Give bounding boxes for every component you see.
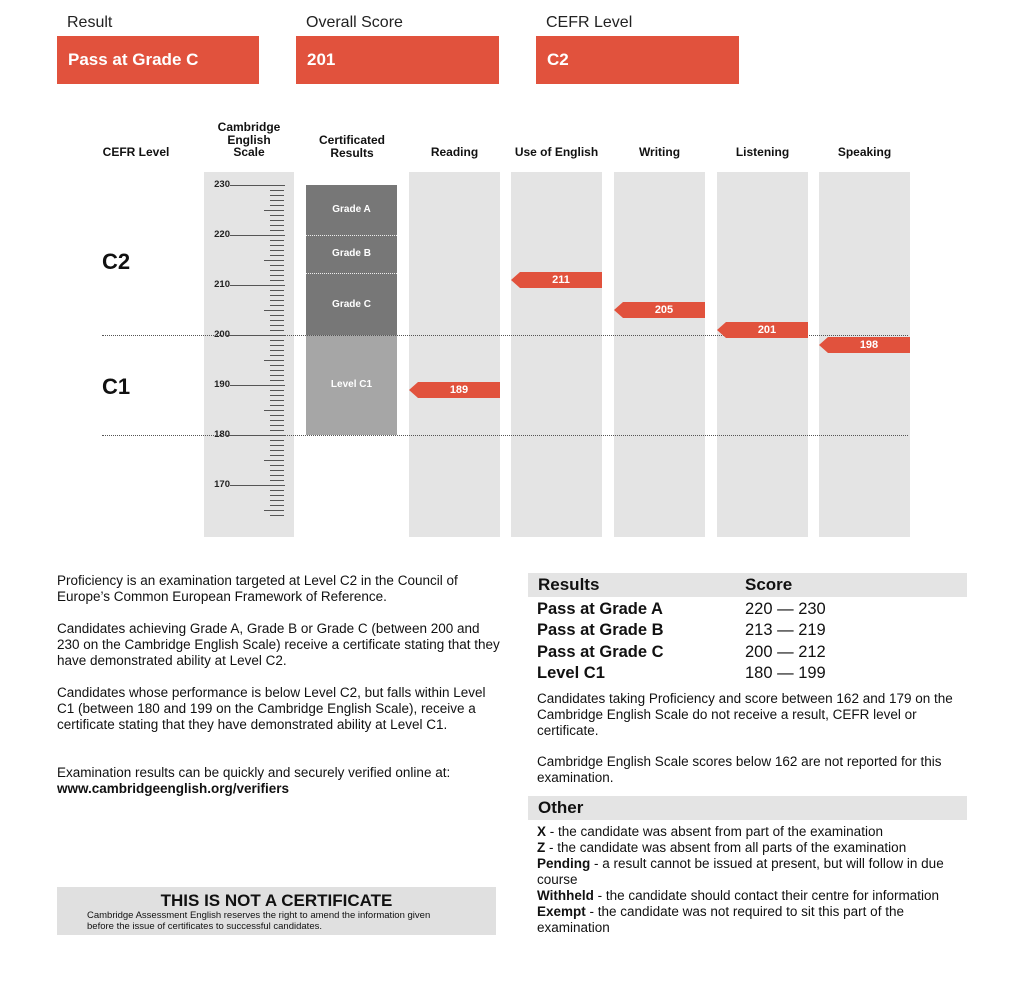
results-row-label: Pass at Grade B: [537, 621, 664, 640]
minor-tick: [270, 215, 284, 216]
minor-tick: [270, 315, 284, 316]
scale-tick-label: 190: [214, 379, 230, 390]
cefr-boundary-line: [102, 435, 908, 436]
score-marker-arrow: [511, 272, 520, 288]
other-item-key: Withheld: [537, 888, 594, 903]
minor-tick: [270, 240, 284, 241]
cefr-level-label-c2: C2: [102, 249, 131, 274]
minor-tick: [270, 415, 284, 416]
verify-paragraph: Examination results can be quickly and securely verified online at:: [57, 765, 451, 780]
scale-tick-label: 180: [214, 429, 230, 440]
minor-tick: [270, 400, 284, 401]
minor-tick: [270, 470, 284, 471]
minor-tick: [270, 505, 284, 506]
certificated-segment: Grade A: [306, 185, 397, 235]
minor-tick: [270, 365, 284, 366]
minor-tick: [264, 260, 284, 261]
results-col-header: Results: [538, 575, 600, 594]
other-item-text: - the candidate was absent from part of the examination: [546, 824, 883, 839]
verify-link[interactable]: www.cambridgeenglish.org/verifiers: [57, 781, 290, 796]
minor-tick: [270, 395, 284, 396]
minor-tick: [270, 405, 284, 406]
results-row-score: 200 — 212: [745, 642, 826, 661]
other-item-text: - the candidate was not required to sit this part of the examination: [537, 904, 904, 935]
minor-tick: [270, 230, 284, 231]
minor-tick: [264, 210, 284, 211]
other-item: [537, 904, 967, 936]
minor-tick: [270, 195, 284, 196]
minor-tick: [270, 500, 284, 501]
c2-paragraph: Candidates achieving Grade A, Grade B or Grade C (between 200 and 230 on the Cambridge English Scale) receive a certificate stating that they have demonstrated ability at Level C2.: [57, 621, 500, 668]
minor-tick: [270, 305, 284, 306]
minor-tick: [270, 330, 284, 331]
other-item-key: Z: [537, 840, 546, 855]
minor-tick: [270, 475, 284, 476]
results-row-score: 180 — 199: [745, 663, 826, 682]
scale-tick-label: 170: [214, 479, 230, 490]
score-marker-arrow: [409, 382, 418, 398]
minor-tick: [270, 425, 284, 426]
score-col-header: Score: [745, 575, 793, 594]
minor-tick: [270, 320, 284, 321]
score-marker-arrow: [819, 337, 828, 353]
other-item-text: - the candidate should contact their centre for information: [593, 888, 940, 903]
header-cert-line1: Certificated: [318, 133, 386, 147]
minor-tick: [270, 495, 284, 496]
minor-tick: [270, 370, 284, 371]
minor-tick: [270, 440, 284, 441]
minor-tick: [270, 350, 284, 351]
other-item-text: - the candidate was absent from all parts of the examination: [545, 840, 907, 855]
cefr-level-label: CEFR Level: [546, 14, 633, 31]
minor-tick: [270, 190, 284, 191]
results-note-2: Cambridge English Scale scores below 162 are not reported for this examination.: [537, 754, 942, 785]
header-skill-reading: Reading: [430, 145, 479, 159]
minor-tick: [270, 220, 284, 221]
certificated-segment: Grade C: [306, 273, 397, 336]
other-item: [537, 856, 967, 888]
minor-tick: [270, 420, 284, 421]
minor-tick: [270, 275, 284, 276]
results-row-score: 213 — 219: [745, 621, 826, 640]
minor-tick: [270, 200, 284, 201]
results-table-header: [528, 573, 967, 597]
major-tick: [230, 185, 285, 186]
results-row-label: Level C1: [537, 663, 605, 682]
minor-tick: [270, 300, 284, 301]
results-row-label: Pass at Grade C: [537, 642, 664, 661]
grade-divider: [306, 235, 397, 236]
other-title: Other: [538, 798, 584, 817]
minor-tick: [264, 460, 284, 461]
minor-tick: [270, 380, 284, 381]
minor-tick: [264, 360, 284, 361]
score-marker: 189: [418, 382, 500, 398]
minor-tick: [270, 450, 284, 451]
minor-tick: [270, 340, 284, 341]
scale-tick-label: 200: [214, 329, 230, 340]
minor-tick: [264, 510, 284, 511]
major-tick: [230, 235, 285, 236]
score-marker-arrow: [717, 322, 726, 338]
other-item-key: Pending: [537, 856, 591, 871]
minor-tick: [270, 445, 284, 446]
certificated-segment: Level C1: [306, 335, 397, 435]
intro-paragraph: Proficiency is an examination targeted at Level C2 in the Council of Europe’s Common European Framework of Reference.: [57, 573, 458, 604]
minor-tick: [270, 280, 284, 281]
major-tick: [230, 285, 285, 286]
minor-tick: [270, 325, 284, 326]
minor-tick: [270, 250, 284, 251]
minor-tick: [270, 490, 284, 491]
header-skill-use-of-english: Use of English: [514, 145, 599, 159]
header-scale-line2: English: [227, 132, 271, 147]
header-scale-line1: Cambridge: [217, 120, 281, 134]
grade-divider: [306, 273, 397, 274]
minor-tick: [270, 480, 284, 481]
score-marker: 198: [828, 337, 910, 353]
other-header: [528, 796, 967, 820]
skill-column-bg: [511, 172, 602, 537]
overall-score-box: 201: [296, 36, 499, 84]
other-item-text: - a result cannot be issued at present, but will follow in due course: [537, 856, 944, 887]
other-item-key: X: [537, 824, 547, 839]
score-marker: 201: [726, 322, 808, 338]
minor-tick: [270, 355, 284, 356]
minor-tick: [270, 265, 284, 266]
cefr-level-label-c1: C1: [102, 374, 131, 399]
cefr-level-box: C2: [536, 36, 739, 84]
minor-tick: [270, 455, 284, 456]
minor-tick: [270, 255, 284, 256]
score-marker-arrow: [614, 302, 623, 318]
other-list: [537, 824, 967, 936]
scale-tick-label: 220: [214, 229, 230, 240]
results-note-1: Candidates taking Proficiency and score between 162 and 179 on the Cambridge English Scale do not receive a result, CEFR level or certificate.: [537, 691, 953, 738]
overall-score-label: Overall Score: [306, 14, 403, 31]
minor-tick: [270, 295, 284, 296]
scale-tick-label: 230: [214, 179, 230, 190]
minor-tick: [270, 390, 284, 391]
skill-column-bg: [614, 172, 705, 537]
header-scale-line3: Scale: [233, 145, 265, 159]
scale-tick-label: 210: [214, 279, 230, 290]
score-marker: 205: [623, 302, 705, 318]
minor-tick: [270, 345, 284, 346]
minor-tick: [270, 225, 284, 226]
result-label: Result: [67, 14, 113, 31]
minor-tick: [270, 205, 284, 206]
header-cert-line2: Results: [330, 145, 374, 160]
other-item-key: Exempt: [537, 904, 586, 919]
major-tick: [230, 485, 285, 486]
minor-tick: [270, 270, 284, 271]
not-certificate-notice: [57, 887, 496, 935]
header-cefr-level: CEFR Level: [102, 145, 170, 159]
header-skill-writing: Writing: [638, 145, 681, 159]
notice-body: Cambridge Assessment English reserves the right to amend the information given before the issue of certificates to successful candidates.: [87, 910, 431, 932]
minor-tick: [270, 465, 284, 466]
minor-tick: [270, 515, 284, 516]
minor-tick: [270, 430, 284, 431]
other-item: [537, 824, 967, 840]
other-item: [537, 840, 967, 856]
other-item: [537, 888, 967, 904]
skill-column-bg: [819, 172, 910, 537]
minor-tick: [270, 375, 284, 376]
skill-column-bg: [717, 172, 808, 537]
header-skill-speaking: Speaking: [837, 145, 892, 159]
results-row-label: Pass at Grade A: [537, 600, 663, 618]
certificated-segment: Grade B: [306, 235, 397, 273]
notice-title: THIS IS NOT A CERTIFICATE: [160, 891, 393, 910]
skill-column-bg: [409, 172, 500, 537]
major-tick: [230, 385, 285, 386]
score-marker: 211: [520, 272, 602, 288]
results-row-score: 220 — 230: [745, 600, 826, 618]
header-skill-listening: Listening: [735, 145, 790, 159]
minor-tick: [270, 245, 284, 246]
c1-paragraph: Candidates whose performance is below Level C2, but falls within Level C1 (between 180 and 199 on the Cambridge English Scale), receive a certificate stating that they have demonstrated ability at Level C1.: [57, 685, 486, 732]
result-value-box: Pass at Grade C: [57, 36, 259, 84]
minor-tick: [270, 290, 284, 291]
minor-tick: [264, 310, 284, 311]
minor-tick: [264, 410, 284, 411]
